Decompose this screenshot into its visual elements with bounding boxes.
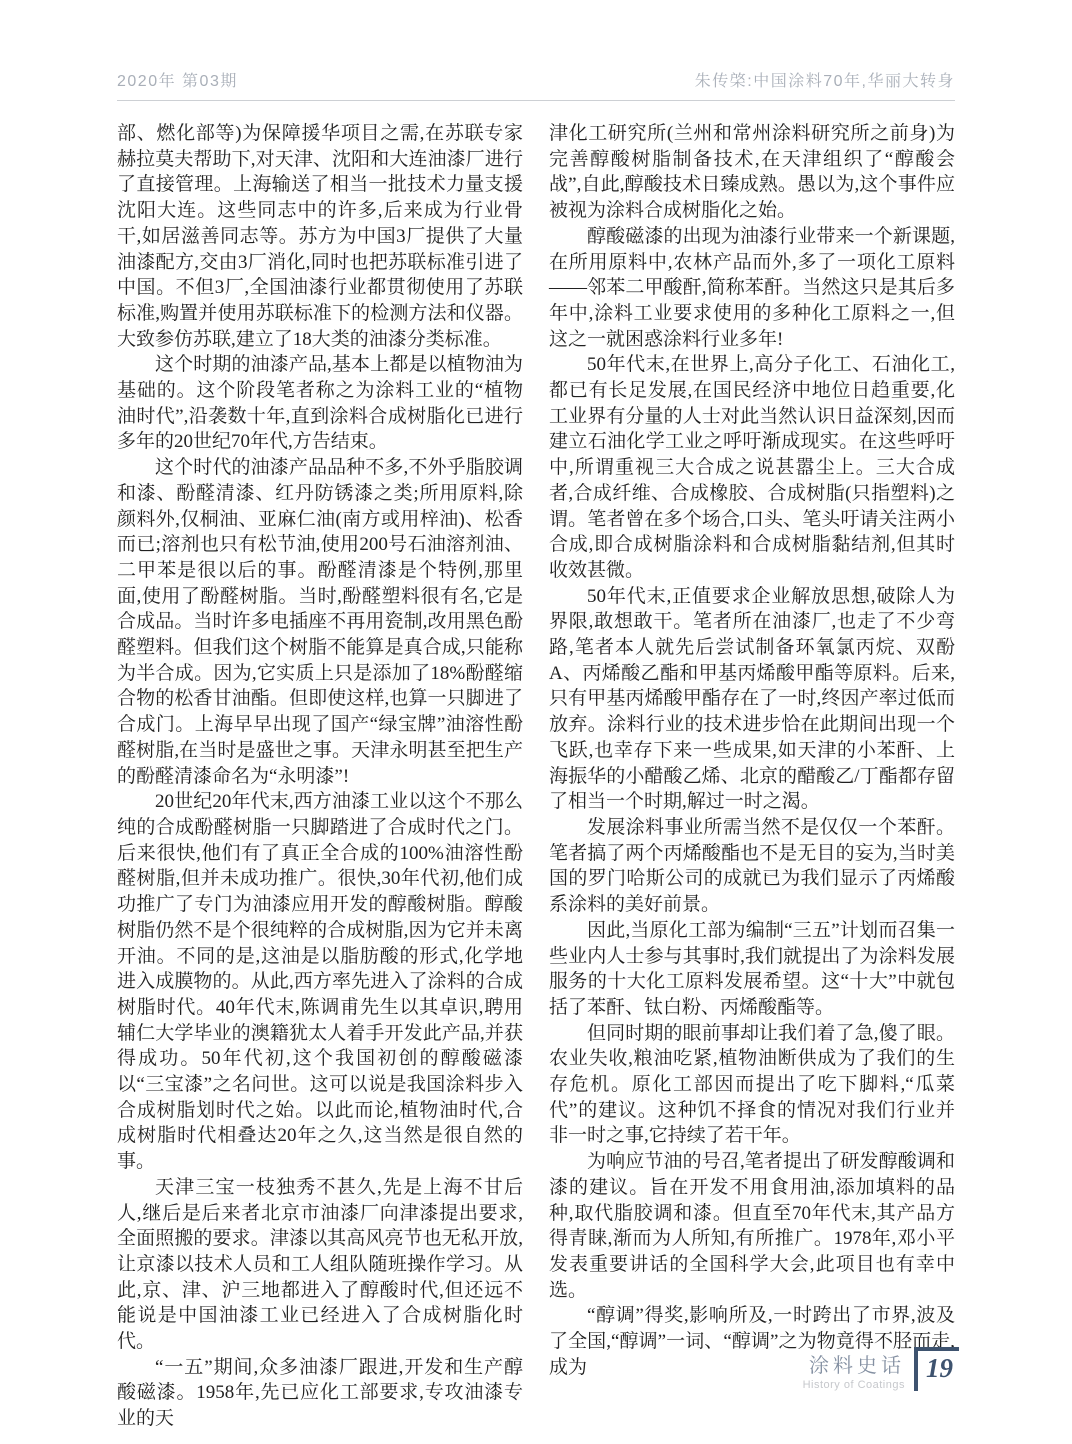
page-footer	[803, 1347, 959, 1392]
paragraph: 天津三宝一枝独秀不甚久,先是上海不甘后人,继后是后来者北京市油漆厂向津漆提出要求,全面照搬的要求。津漆以其高风亮节也无私开放,让京漆以技术人员和工人组队随班操作学习。从此,京、津、沪三地都进入了醇酸时代,但还远不能说是中国油漆工业已经进入了合成树脂化时代。	[117, 1176, 523, 1353]
paragraph: 这个时代的油漆产品品种不多,不外乎脂胶调和漆、酚醛清漆、红丹防锈漆之类;所用原料,除颜料外,仅桐油、亚麻仁油(南方或用梓油)、松香而已;溶剂也只有松节油,使用200号石油溶剂油、二甲苯是很以后的事。酚醛清漆是个特例,那里面,使用了酚醛树脂。当时,酚醛塑料很有名,它是合成品。当时许多电插座不再用瓷制,改用黑色酚醛塑料。但我们这个树脂不能算是真合成,只能称为半合成。因为,它实质上只是添加了18%酚醛缩合物的松香甘油酯。但即使这样,也算一只脚进了合成门。上海早早出现了国产“绿宝牌”油溶性酚醛树脂,在当时是盛世之事。天津永明甚至把生产的酚醛清漆命名为“永明漆”!	[117, 457, 523, 787]
paragraph: 20世纪20年代末,西方油漆工业以这个不那么纯的合成酚醛树脂一只脚踏进了合成时代之门。后来很快,他们有了真正全合成的100%油溶性酚醛树脂,但并未成功推广。很快,30年代初,他们成功推广了专门为油漆应用开发的醇酸树脂。醇酸树脂仍然不是个很纯粹的合成树脂,因为它并未离开油。不同的是,这油是以脂肪酸的形式,化学地进入成膜物的。从此,西方率先进入了涂料的合成树脂时代。40年代末,陈调甫先生以其卓识,聘用辅仁大学毕业的澳籍犹太人着手开发此产品,并获得成功。50年代初,这个我国初创的醇酸磁漆以“三宝漆”之名问世。这可以说是我国涂料步入合成树脂划时代之始。以此而论,植物油时代,合成树脂时代相叠达20年之久,这当然是很自然的事。	[117, 791, 523, 1173]
column-left	[117, 121, 523, 1432]
paragraph: 为响应节油的号召,笔者提出了研发醇酸调和漆的建议。旨在开发不用食用油,添加填料的品种,取代脂胶调和漆。但直至70年代末,其产品方得青睐,渐而为人所知,有所推广。1978年,邓小平发表重要讲话的全国科学大会,此项目也有幸中选。	[549, 1151, 955, 1301]
column-right	[549, 121, 955, 1432]
header-article-title: 朱传棨:中国涂料70年,华丽大转身	[694, 73, 955, 90]
paragraph: 但同时期的眼前事却让我们着了急,傻了眼。农业失收,粮油吃紧,植物油断供成为了我们的生存危机。原化工部因而提出了吃下脚料,“瓜菜代”的建议。这种饥不择食的情况对我们行业并非一时之事,它持续了若干年。	[549, 1022, 955, 1147]
paragraph: 发展涂料事业所需当然不是仅仅一个苯酐。笔者搞了两个丙烯酸酯也不是无目的妄为,当时美国的罗门哈斯公司的成就已为我们显示了丙烯酸系涂料的美好前景。	[549, 816, 955, 916]
paragraph: 50年代末,在世界上,高分子化工、石油化工,都已有长足发展,在国民经济中地位日趋重要,化工业界有分量的人士对此当然认识日益深刻,因而建立石油化学工业之呼吁渐成现实。在这些呼吁中,所谓重视三大合成之说甚嚣尘上。三大合成者,合成纤维、合成橡胶、合成树脂(只指塑料)之谓。笔者曾在多个场合,口头、笔头吁请关注两小合成,即合成树脂涂料和合成树脂黏结剂,但其时收效甚微。	[549, 354, 955, 581]
paragraph: 因此,当原化工部为编制“三五”计划而召集一些业内人士参与其事时,我们就提出了为涂料发展服务的十大化工原料发展希望。这“十大”中就包括了苯酐、钛白粉、丙烯酸酯等。	[549, 919, 955, 1018]
paragraph: 津化工研究所(兰州和常州涂料研究所之前身)为完善醇酸树脂制备技术,在天津组织了“醇酸会战”,自此,醇酸技术日臻成熟。愚以为,这个事件应被视为涂料合成树脂化之始。	[549, 123, 955, 222]
footer-column-label	[803, 1354, 905, 1392]
page-number: 19	[926, 1353, 953, 1383]
page-header	[117, 68, 955, 101]
paragraph: 这个时期的油漆产品,基本上都是以植物油为基础的。这个阶段笔者称之为涂料工业的“植物油时代”,沿袭数十年,直到涂料合成树脂化已进行多年的20世纪70年代,方告结束。	[117, 354, 523, 453]
paragraph: 部、燃化部等)为保障援华项目之需,在苏联专家赫拉莫夫帮助下,对天津、沈阳和大连油漆厂进行了直接管理。上海输送了相当一批技术力量支援沈阳大连。这些同志中的许多,后来成为行业骨干,如居滋善同志等。苏方为中国3厂提供了大量油漆配方,交由3厂消化,同时也把苏联标准引进了中国。不但3厂,全国油漆行业都贯彻使用了苏联标准,购置并使用苏联标准下的检测方法和仪器。大致参仿苏联,建立了18大类的油漆分类标准。	[117, 123, 523, 350]
article-body	[117, 121, 955, 1432]
paragraph: “一五”期间,众多油漆厂跟进,开发和生产醇酸磁漆。1958年,先已应化工部要求,专攻油漆专业的天	[117, 1356, 523, 1430]
page-number-bracket	[914, 1347, 959, 1391]
footer-column-subtitle: History of Coatings	[802, 1379, 905, 1391]
paragraph: 50年代末,正值要求企业解放思想,破除人为界限,敢想敢干。笔者所在油漆厂,也走了不少弯路,笔者本人就先后尝试制备环氧氯丙烷、双酚A、丙烯酸乙酯和甲基丙烯酸甲酯等原料。后来,只有甲基丙烯酸甲酯存在了一时,终因产率过低而放弃。涂料行业的技术进步恰在此期间出现一个飞跃,也幸存下来一些成果,如天津的小苯酐、上海振华的小醋酸乙烯、北京的醋酸乙/丁酯都存留了相当一个时期,解过一时之渴。	[549, 585, 955, 813]
header-issue: 2020年 第03期	[117, 73, 238, 90]
footer-column-title: 涂料史话	[809, 1355, 905, 1377]
paragraph: 醇酸磁漆的出现为油漆行业带来一个新课题,在所用原料中,农林产品而外,多了一项化工原料——邻苯二甲酸酐,简称苯酐。当然这只是其后多年中,涂料工业要求使用的多种化工原料之一,但这之一就困惑涂料行业多年!	[549, 225, 955, 350]
paragraph: “醇调”得奖,影响所及,一时跨出了市界,波及了全国,“醇调”一词、“醇调”之为物竟得不胫而走,成为	[549, 1305, 955, 1378]
